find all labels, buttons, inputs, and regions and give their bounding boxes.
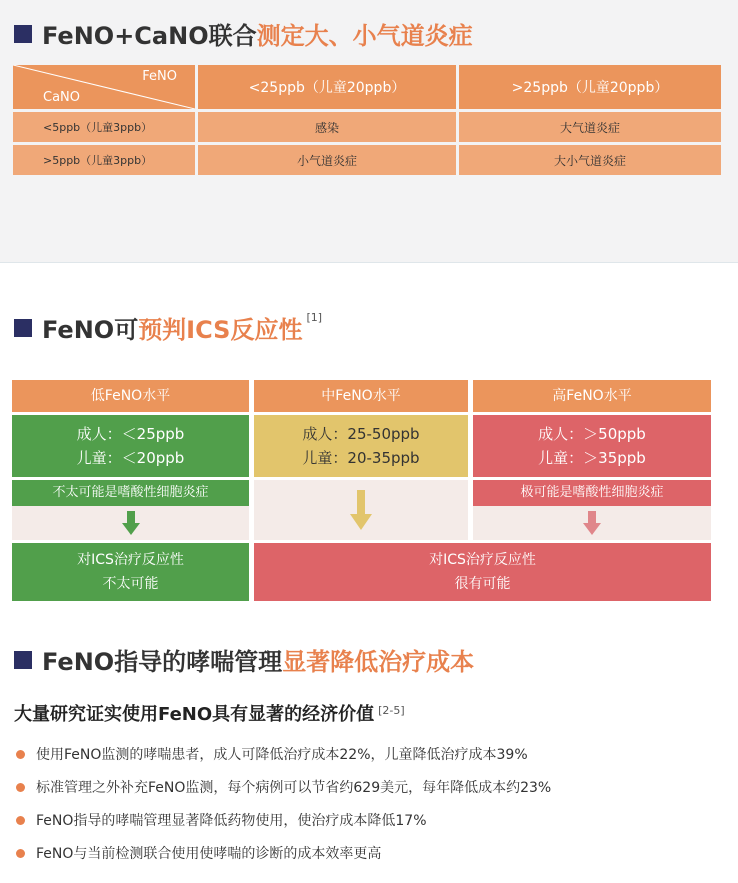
mid-arrow-band: [254, 480, 468, 540]
level-header-high: 高FeNO水平: [473, 380, 711, 412]
child-threshold: 儿童：＞35ppb: [538, 449, 646, 467]
bullet-dot-icon: [16, 783, 25, 792]
row-label: >5ppb（儿童3ppb）: [13, 145, 195, 175]
subtitle-citation: [2-5]: [378, 704, 405, 717]
level-note-low: 不太可能是嗜酸性细胞炎症: [12, 480, 249, 506]
response-line-2: 很有可能: [454, 576, 511, 592]
bullet-dot-icon: [16, 750, 25, 759]
table-cell: 小气道炎症: [198, 145, 456, 175]
column-header: <25ppb（儿童20ppb）: [198, 65, 456, 109]
section-3-subtitle: [14, 700, 405, 726]
list-item: [14, 777, 551, 810]
column-header: >25ppb（儿童20ppb）: [459, 65, 721, 109]
list-item-text: 标准管理之外补充FeNO监测，每个病例可以节省约629美元，每年降低成本约23%: [36, 780, 552, 796]
list-item-text: 使用FeNO监测的哮喘患者，成人可降低治疗成本22%，儿童降低治疗成本39%: [36, 747, 528, 763]
list-item: [14, 843, 551, 876]
list-item-text: FeNO与当前检测联合使用使哮喘的诊断的成本效率更高: [36, 846, 382, 862]
section-3-title-dark: FeNO指导的哮喘管理: [42, 648, 283, 676]
table-row: [13, 112, 721, 142]
response-line-2: 不太可能: [102, 576, 159, 592]
section-3-title-orange: 显著降低治疗成本: [282, 648, 475, 676]
table-cell: 感染: [198, 112, 456, 142]
section-3-heading: [14, 642, 474, 677]
child-threshold: 儿童：＜20ppb: [76, 449, 185, 467]
ics-response-high: [254, 543, 711, 601]
list-item: [14, 744, 551, 777]
corner-label-feno: FeNO: [142, 69, 177, 84]
level-values-high: [473, 415, 711, 477]
ics-response-low: [12, 543, 249, 601]
adult-threshold: 成人：25-50ppb: [302, 425, 420, 443]
level-note-high: 极可能是嗜酸性细胞炎症: [473, 480, 711, 506]
square-bullet-icon: [14, 25, 32, 43]
down-arrow-red-icon: [583, 511, 601, 535]
down-arrow-yellow-icon: [350, 490, 372, 530]
corner-label-cano: CaNO: [43, 90, 81, 105]
section-1-heading: [14, 16, 473, 51]
table-header-row: [13, 65, 721, 109]
high-arrow-band: [473, 506, 711, 540]
square-bullet-icon: [14, 319, 32, 337]
square-bullet-icon: [14, 651, 32, 669]
level-header-low: 低FeNO水平: [12, 380, 249, 412]
child-threshold: 儿童：20-35ppb: [302, 449, 420, 467]
table-cell: 大气道炎症: [459, 112, 721, 142]
table-row: [13, 145, 721, 175]
section-2-heading: [14, 310, 322, 345]
feno-cano-table: [10, 62, 724, 178]
section-2-title-orange: 预判ICS反应性: [138, 316, 303, 344]
row-label: <5ppb（儿童3ppb）: [13, 112, 195, 142]
list-item-text: FeNO指导的哮喘管理显著降低药物使用，使治疗成本降低17%: [36, 813, 427, 829]
bullet-dot-icon: [16, 816, 25, 825]
low-arrow-band: [12, 506, 249, 540]
benefit-list: [14, 744, 551, 876]
section-2-citation: [1]: [306, 311, 323, 324]
response-line-1: 对ICS治疗反应性: [77, 552, 184, 568]
section-2-title-dark: FeNO可: [42, 316, 139, 344]
subtitle-text: 大量研究证实使用FeNO具有显著的经济价值: [14, 704, 375, 725]
table-corner-cell: [13, 65, 195, 109]
adult-threshold: 成人：＜25ppb: [76, 425, 185, 443]
table-cell: 大小气道炎症: [459, 145, 721, 175]
section-1-title-orange: 测定大、小气道炎症: [256, 22, 473, 50]
list-item: [14, 810, 551, 843]
response-line-1: 对ICS治疗反应性: [429, 552, 536, 568]
level-values-low: [12, 415, 249, 477]
down-arrow-green-icon: [122, 511, 140, 535]
bullet-dot-icon: [16, 849, 25, 858]
section-1-title-dark: FeNO+CaNO联合: [42, 22, 257, 50]
adult-threshold: 成人：＞50ppb: [538, 425, 646, 443]
level-values-mid: [254, 415, 468, 477]
level-header-mid: 中FeNO水平: [254, 380, 468, 412]
